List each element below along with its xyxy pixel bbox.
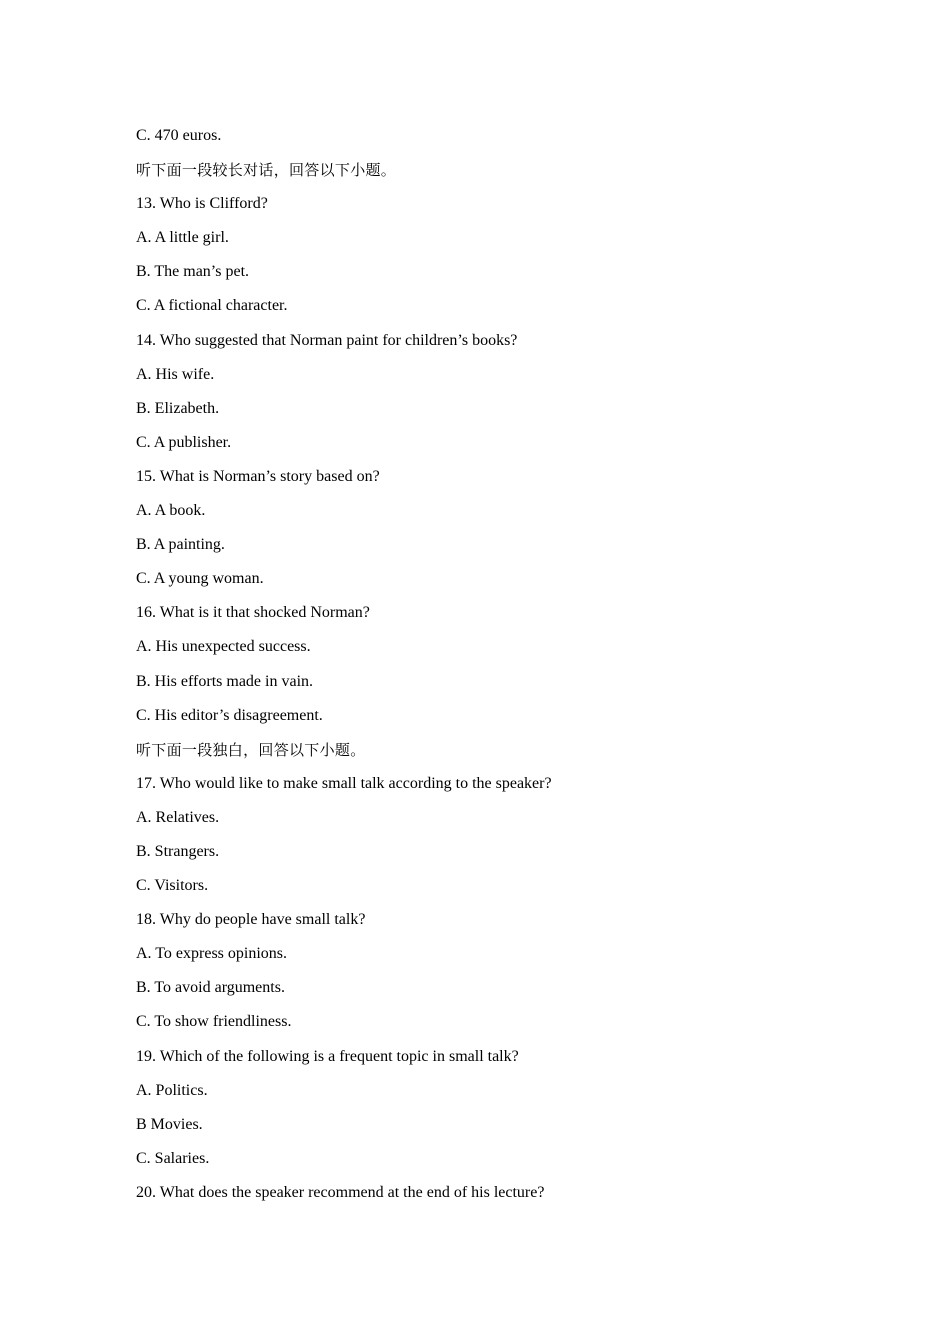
- question-19: 19. Which of the following is a frequent topic in small talk?: [136, 1047, 519, 1065]
- answer-option: C. His editor’s disagreement.: [136, 706, 323, 724]
- answer-option: A. Relatives.: [136, 808, 220, 826]
- question-18: 18. Why do people have small talk?: [136, 911, 366, 929]
- answer-option: A. To express opinions.: [136, 945, 288, 963]
- answer-option: B. Elizabeth.: [136, 399, 220, 417]
- question-16: 16. What is it that shocked Norman?: [136, 604, 370, 622]
- answer-option: C. Visitors.: [136, 877, 209, 895]
- question-17: 17. Who would like to make small talk according to the speaker?: [136, 774, 552, 792]
- question-13: 13. Who is Clifford?: [136, 195, 268, 213]
- answer-option: B. A painting.: [136, 536, 225, 554]
- answer-option: B Movies.: [136, 1115, 203, 1133]
- answer-option: C. Salaries.: [136, 1149, 210, 1167]
- answer-option: A. Politics.: [136, 1081, 208, 1099]
- section-instruction: 听下面一段较长对话，回答以下小题。: [136, 161, 397, 180]
- answer-option: C. A young woman.: [136, 570, 264, 588]
- question-20: 20. What does the speaker recommend at the end of his lecture?: [136, 1183, 545, 1201]
- answer-option: C. To show friendliness.: [136, 1013, 292, 1031]
- answer-option: C. 470 euros.: [136, 127, 222, 144]
- answer-option: A. A book.: [136, 502, 206, 520]
- text-body: [136, 125, 896, 1216]
- answer-option: C. A publisher.: [136, 433, 232, 451]
- answer-option: B. The man’s pet.: [136, 263, 250, 281]
- answer-option: A. His wife.: [136, 365, 215, 383]
- answer-option: B. To avoid arguments.: [136, 979, 285, 997]
- answer-option: B. Strangers.: [136, 842, 220, 860]
- answer-option: C. A fictional character.: [136, 297, 288, 315]
- answer-option: B. His efforts made in vain.: [136, 672, 314, 690]
- answer-option: A. His unexpected success.: [136, 638, 311, 656]
- answer-option: A. A little girl.: [136, 229, 229, 247]
- section-instruction: 听下面一段独白，回答以下小题。: [136, 740, 366, 759]
- question-15: 15. What is Norman’s story based on?: [136, 467, 380, 485]
- question-14: 14. Who suggested that Norman paint for children’s books?: [136, 331, 518, 349]
